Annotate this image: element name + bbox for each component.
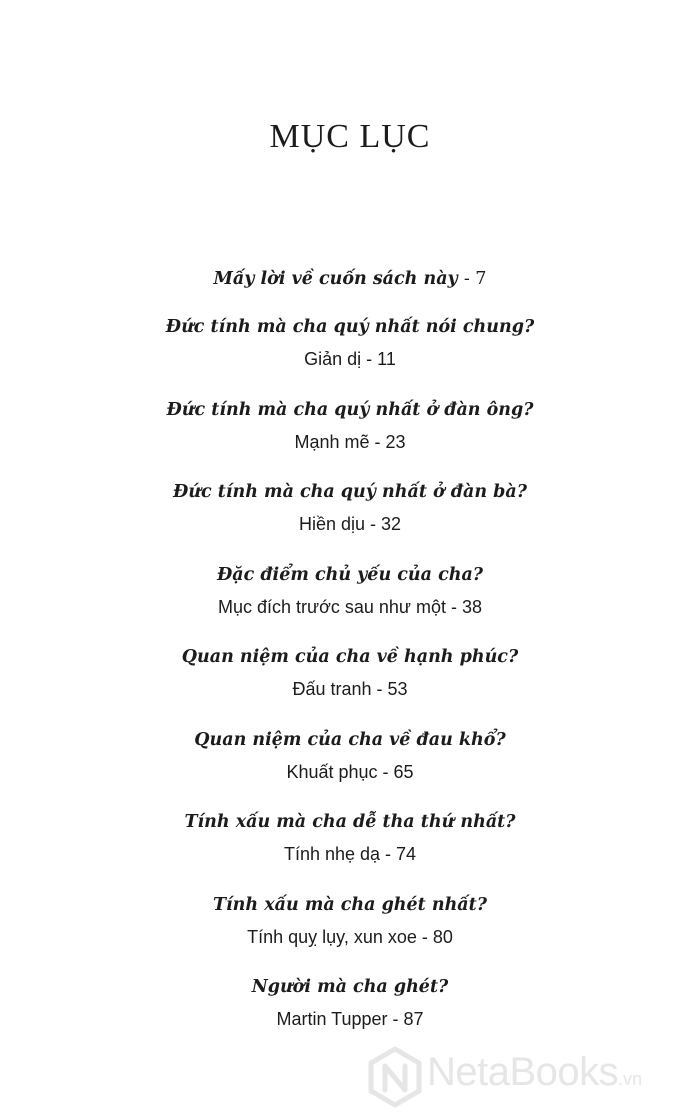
netabooks-logo-icon bbox=[367, 1046, 423, 1108]
toc-entry bbox=[0, 888, 700, 971]
toc-question: Người mà cha ghét? bbox=[251, 977, 449, 997]
toc-answer: Mục đích trước sau như một - 38 bbox=[218, 596, 482, 617]
watermark-text bbox=[427, 1050, 642, 1095]
netabooks-watermark bbox=[365, 1044, 700, 1110]
toc-entry bbox=[0, 475, 700, 558]
toc-entry bbox=[0, 640, 700, 723]
toc-answer: Tính quỵ lụy, xun xoe - 80 bbox=[247, 926, 453, 947]
toc-answer: Khuất phục - 65 bbox=[286, 761, 414, 782]
toc-entry bbox=[0, 723, 700, 806]
toc-question: Đức tính mà cha quý nhất ở đàn ông? bbox=[166, 399, 534, 420]
toc-answer: Đấu tranh - 53 bbox=[292, 679, 408, 699]
toc-question: Quan niệm của cha về hạnh phúc? bbox=[181, 647, 519, 667]
toc-question: Quan niệm của cha về đau khổ? bbox=[194, 729, 506, 750]
toc-answer: Mạnh mẽ - 23 bbox=[294, 431, 406, 452]
toc-entry bbox=[0, 310, 700, 393]
toc-question: Đức tính mà cha quý nhất ở đàn bà? bbox=[173, 482, 527, 502]
page-title: MỤC LỤC bbox=[269, 118, 431, 155]
toc-intro-line bbox=[0, 262, 700, 296]
watermark-tld: .vn bbox=[618, 1069, 643, 1089]
toc-answer: Tính nhẹ dạ - 74 bbox=[283, 844, 417, 864]
toc-question: Đặc điểm chủ yếu của cha? bbox=[216, 564, 484, 585]
toc-entry bbox=[0, 970, 700, 1053]
toc-entry bbox=[0, 393, 700, 476]
watermark-brand: NetaBooks bbox=[427, 1050, 619, 1094]
toc-answer: Giản dị - 11 bbox=[304, 349, 396, 369]
table-of-contents bbox=[0, 262, 700, 1053]
toc-question: Đức tính mà cha quý nhất nói chung? bbox=[165, 317, 535, 337]
toc-intro-label: Mấy lời về cuốn sách này bbox=[213, 269, 458, 289]
toc-entry-intro bbox=[0, 262, 700, 310]
toc-entry bbox=[0, 805, 700, 888]
toc-entry bbox=[0, 558, 700, 641]
toc-question: Tính xấu mà cha ghét nhất? bbox=[213, 894, 487, 915]
toc-answer: Hiền dịu - 32 bbox=[298, 514, 402, 534]
toc-question: Tính xấu mà cha dễ tha thứ nhất? bbox=[184, 812, 516, 832]
toc-intro-page: - 7 bbox=[463, 269, 487, 289]
toc-answer: Martin Tupper - 87 bbox=[276, 1009, 424, 1029]
